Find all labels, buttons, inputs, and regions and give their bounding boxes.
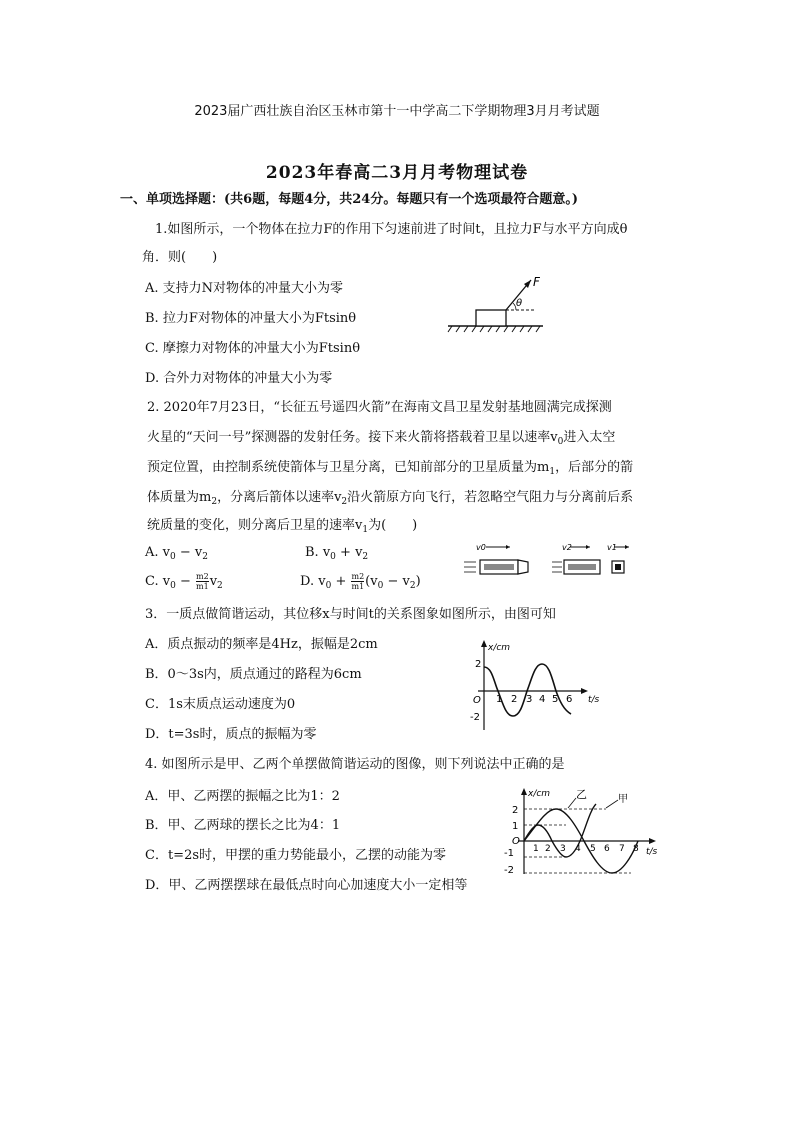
q3-y-tick-2: 2: [475, 659, 482, 670]
q2-stem-line4: 体质量为$m_2$，分离后箭体以速率$v_2$沿火箭原方向飞行，若忽略空气阻力与分离前后系: [147, 490, 634, 507]
q1-force-diagram: [448, 272, 548, 334]
q3-y-axis-label: x/cm: [488, 643, 511, 653]
q3-stem: 3．一质点做简谐运动，其位移x与时间t的关系图象如图所示，由图可知: [145, 607, 556, 622]
q3-y-tick-neg2: -2: [470, 712, 480, 723]
q4-y-tick-neg1: -1: [504, 848, 514, 859]
q1-stem-line2: 角．则( ): [142, 250, 218, 265]
q1-angle-label: θ: [516, 298, 523, 309]
q4-x-tick-2: 2: [545, 844, 551, 854]
q2-stem-line5: 统质量的变化，则分离后卫星的速率$v_1$为( ): [147, 518, 418, 535]
q4-x-tick-7: 7: [619, 844, 625, 854]
q2-stem-line1: 2. 2020年7月23日，“长征五号遥四火箭”在海南文昌卫星发射基地圆满完成探测: [147, 400, 612, 415]
q4-x-tick-4: 4: [575, 844, 581, 854]
q2-v0-label: v0: [476, 543, 486, 552]
q2-stem-line2: 火星的“天问一号”探测器的发射任务。接下来火箭将搭载着卫星以速率$v_0$进入太空: [147, 430, 616, 447]
q3-origin-label: O: [473, 695, 481, 706]
q1-option-b: B. 拉力F对物体的冲量大小为Ftsinθ: [145, 311, 357, 326]
q3-option-b: B．0～3s内，质点通过的路程为6cm: [145, 667, 362, 682]
q3-x-tick-6: 6: [566, 694, 573, 705]
q4-label-yi: 乙: [576, 788, 587, 801]
q4-pendulum-graph: [506, 786, 666, 876]
q4-label-jia: 甲: [618, 794, 628, 805]
q3-option-c: C．1s末质点运动速度为0: [145, 697, 296, 712]
q3-sine-curve: [484, 664, 571, 716]
q4-y-axis-label: x/cm: [528, 789, 551, 799]
q4-option-d: D．甲、乙两摆摆球在最低点时向心加速度大小一定相等: [145, 878, 468, 893]
q2-rocket-diagram: [462, 540, 632, 582]
q4-x-tick-8: 8: [633, 844, 639, 854]
q1-option-a: A. 支持力N对物体的冲量大小为零: [145, 281, 344, 296]
q3-option-a: A．质点振动的频率是4Hz，振幅是2cm: [145, 637, 378, 652]
q4-x-tick-5: 5: [590, 844, 596, 854]
q4-option-c: C．t=2s时，甲摆的重力势能最小，乙摆的动能为零: [145, 848, 447, 863]
q2-v2-label: v2: [562, 543, 572, 552]
q4-option-b: B．甲、乙两球的摆长之比为4：1: [145, 818, 341, 833]
q2-option-d: D. $v_0$ + $\frac{m2}{m1}$ $(v_0 - v_2)$: [300, 572, 421, 591]
q3-x-tick-4: 4: [539, 694, 546, 705]
q3-x-axis-label: t/s: [588, 695, 600, 705]
q2-option-c: C. $v_0$ − $\frac{m2}{m1}$ $v_2$: [145, 572, 223, 591]
section-heading: 一、单项选择题：(共6题，每题4分，共24分。每题只有一个选项最符合题意。): [120, 192, 578, 207]
q4-origin-label: O: [512, 836, 520, 847]
q3-x-tick-5: 5: [552, 694, 559, 705]
q4-y-tick-neg2: -2: [504, 865, 514, 876]
q1-force-label: F: [533, 275, 540, 289]
q3-option-d: D．t=3s时，质点的振幅为零: [145, 727, 317, 742]
q4-option-a: A．甲、乙两摆的振幅之比为1：2: [145, 789, 340, 804]
q1-option-c: C. 摩擦力对物体的冲量大小为Ftsinθ: [145, 341, 361, 356]
paper-title: 2023年春高二3月月考物理试卷: [265, 163, 529, 183]
q1-option-d: D. 合外力对物体的冲量大小为零: [145, 371, 333, 386]
q3-x-tick-1: 1: [496, 694, 503, 705]
q3-displacement-graph: [468, 640, 598, 730]
document-title: 2023届广西壮族自治区玉林市第十一中学高二下学期物理3月月考试题: [194, 104, 600, 119]
q3-x-tick-3: 3: [526, 694, 533, 705]
q3-x-tick-2: 2: [511, 694, 518, 705]
q4-x-tick-3: 3: [560, 844, 566, 854]
q4-y-tick-2: 2: [512, 805, 519, 816]
q2-v1-label: v1: [607, 543, 617, 552]
q4-x-axis-label: t/s: [646, 847, 658, 857]
q2-option-b: B. $v_0 + v_2$: [305, 545, 369, 562]
q1-stem-line1: 1.如图所示，一个物体在拉力F的作用下匀速前进了时间t，且拉力F与水平方向成θ: [155, 222, 628, 237]
q2-stem-line3: 预定位置，由控制系统使箭体与卫星分离，已知前部分的卫星质量为$m_1$，后部分的箭: [147, 460, 634, 477]
q4-x-tick-1: 1: [533, 844, 539, 854]
q4-stem: 4. 如图所示是甲、乙两个单摆做简谐运动的图像，则下列说法中正确的是: [145, 757, 565, 772]
q4-x-tick-6: 6: [604, 844, 610, 854]
q4-y-tick-1: 1: [512, 821, 519, 832]
q2-option-a: A. $v_0 - v_2$: [145, 545, 208, 562]
